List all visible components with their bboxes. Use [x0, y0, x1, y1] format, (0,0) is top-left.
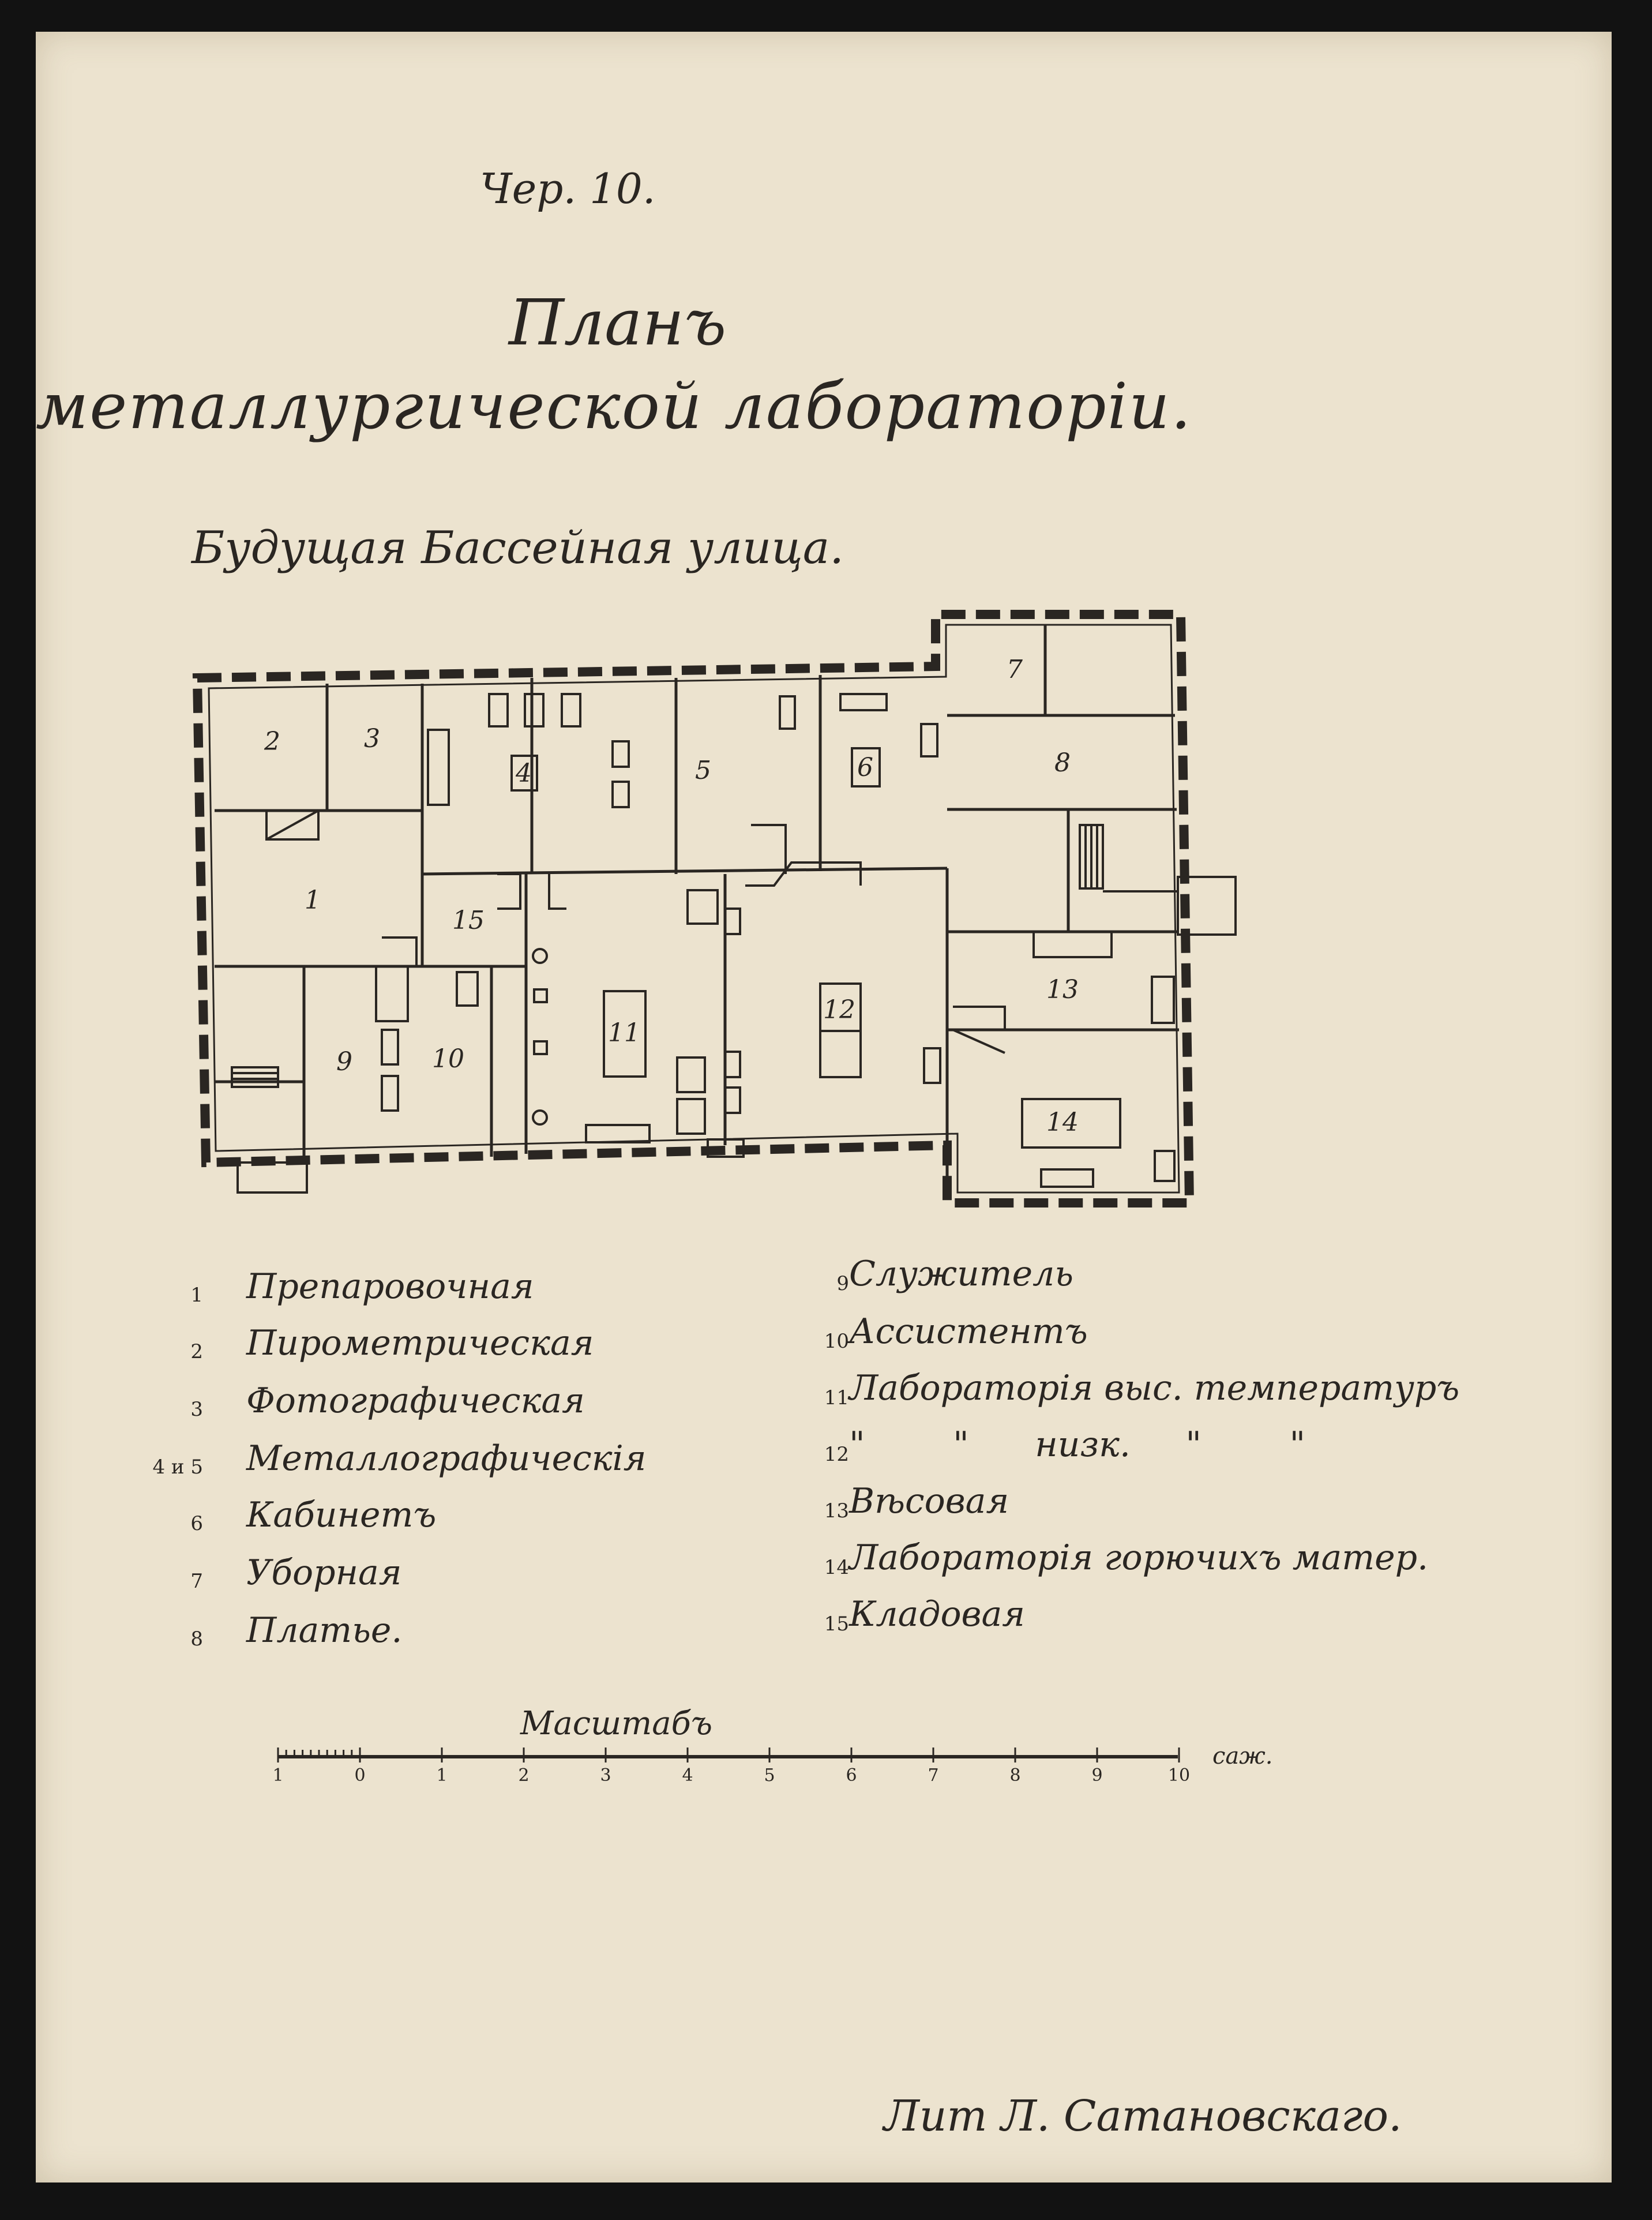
- legend-text: Уборная: [246, 1552, 402, 1593]
- legend-num: 12: [824, 1443, 849, 1466]
- legend-text: Фотографическая: [246, 1381, 585, 1421]
- legend-text: Кабинетъ: [246, 1495, 437, 1535]
- legend-text: Служитель: [849, 1254, 1074, 1294]
- floor-plan: [151, 562, 1282, 1214]
- room-10-label: 10: [432, 1044, 464, 1074]
- legend-text: Ассистентъ: [849, 1311, 1088, 1352]
- scale-tick-label: 10: [1167, 1765, 1191, 1786]
- legend-num: 1: [190, 1284, 203, 1307]
- plan-subtitle: металлургической лабораторіи.: [36, 369, 1192, 443]
- scale-title: Масштабъ: [520, 1705, 713, 1742]
- scale-tick-label: 3: [600, 1765, 611, 1786]
- room-14-label: 14: [1046, 1108, 1079, 1137]
- legend-num: 15: [824, 1612, 849, 1636]
- room-3-label: 3: [364, 724, 380, 753]
- legend-num: 14: [824, 1556, 849, 1579]
- scale-tick-label: 8: [1009, 1765, 1021, 1786]
- scale-tick-label: 9: [1091, 1765, 1103, 1786]
- legend-text: Лабораторія горючихъ матер.: [849, 1537, 1429, 1578]
- legend-text: Кладовая: [849, 1594, 1025, 1634]
- scale-tick-label: 1: [272, 1765, 284, 1786]
- legend-text: Вѣсовая: [849, 1481, 1009, 1521]
- legend-num: 9: [836, 1272, 849, 1295]
- room-7-label: 7: [1007, 655, 1023, 684]
- scale-tick-label: 2: [518, 1765, 530, 1786]
- scale-tick-label: 1: [436, 1765, 448, 1786]
- legend-num: 7: [190, 1570, 203, 1593]
- room-13-label: 13: [1046, 975, 1079, 1004]
- scale-tick-label: 0: [354, 1765, 366, 1786]
- scale-tick-label: 7: [928, 1765, 939, 1786]
- legend-num: 11: [824, 1386, 849, 1409]
- legend-num: 8: [190, 1627, 203, 1651]
- legend-text: Лабораторія выс. температуръ: [849, 1368, 1460, 1408]
- scale-tick-label: 6: [846, 1765, 857, 1786]
- room-6-label: 6: [857, 753, 873, 782]
- street-label: Будущая Бассейная улица.: [192, 522, 844, 574]
- legend-text: Металлографическія: [246, 1438, 647, 1479]
- scale-unit: саж.: [1212, 1743, 1273, 1769]
- lithographer-signature: Лит Л. Сатановскаго.: [884, 2091, 1402, 2141]
- scale-bar: [232, 1739, 1339, 1809]
- legend-num: 2: [190, 1340, 203, 1363]
- legend-text: Пирометрическая: [246, 1323, 594, 1363]
- figure-label: Чер. 10.: [480, 164, 656, 213]
- room-9-label: 9: [336, 1047, 352, 1077]
- room-2-label: 2: [264, 727, 280, 756]
- legend-num: 10: [824, 1330, 849, 1353]
- scale-tick-label: 4: [682, 1765, 693, 1786]
- room-12-label: 12: [823, 995, 855, 1025]
- plan-title: Планъ: [509, 286, 727, 359]
- legend-num: 3: [190, 1398, 203, 1421]
- legend-text: Препаровочная: [246, 1266, 534, 1307]
- room-1-label: 1: [305, 886, 321, 915]
- legend-num: 4 и 5: [152, 1456, 203, 1479]
- document-page: [36, 32, 1612, 2182]
- room-5-label: 5: [695, 756, 711, 785]
- legend-text: " " низк. " ": [849, 1424, 1306, 1465]
- room-4-label: 4: [516, 759, 532, 788]
- legend-num: 6: [190, 1512, 203, 1535]
- room-15-label: 15: [452, 906, 485, 935]
- legend-text: Платье.: [246, 1610, 403, 1651]
- room-11-label: 11: [608, 1018, 640, 1048]
- legend-num: 13: [824, 1499, 849, 1522]
- scale-tick-label: 5: [764, 1765, 775, 1786]
- room-8-label: 8: [1054, 748, 1071, 778]
